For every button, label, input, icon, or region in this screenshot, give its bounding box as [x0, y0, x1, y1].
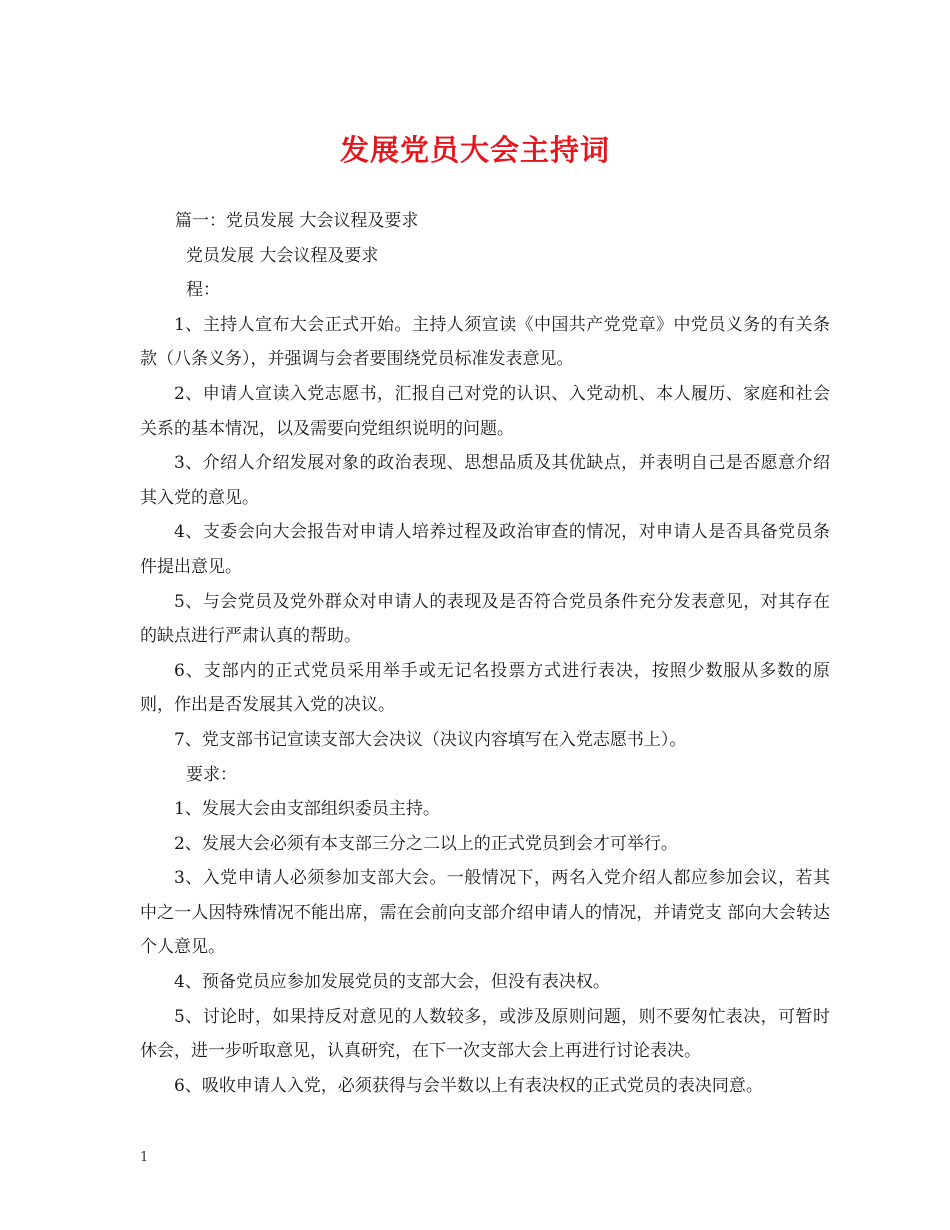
- procedure-label: 程：: [186, 280, 220, 301]
- procedure-item-1: 1、主持人宣布大会正式开始。主持人须宣读《中国共产党党章》中党员义务的有关条款（八条义务），并强调与会者要围绕党员标准发表意见。: [140, 314, 830, 370]
- procedure-item-4: 4、支委会向大会报告对申请人培养过程及政治审查的情况，对申请人是否具备党员条件提出意见。: [140, 522, 830, 577]
- requirement-item-6: 6、吸收申请人入党，必须获得与会半数以上有表决权的正式党员的表决同意。: [174, 1075, 763, 1096]
- requirement-item-1: 1、发展大会由支部组织委员主持。: [174, 799, 440, 820]
- section-heading: 篇一：党员发展 大会议程及要求: [175, 211, 419, 231]
- procedure-item-5: 5、与会党员及党外群众对申请人的表现及是否符合党员条件充分发表意见，对其存在的缺点进行严肃认真的帮助。: [140, 591, 830, 647]
- requirement-item-2: 2、发展大会必须有本支部三分之二以上的正式党员到会才可举行。: [174, 833, 678, 854]
- requirement-item-5: 5、讨论时，如果持反对意见的人数较多，或涉及原则问题，则不要匆忙表决，可暂时休会，进一步听取意见，认真研究，在下一次支部大会上再进行讨论表决。: [140, 1006, 830, 1062]
- document-body: [140, 204, 830, 1103]
- page-number: 1: [140, 1150, 149, 1165]
- procedure-item-3: 3、介绍人介绍发展对象的政治表现、思想品质及其优缺点，并表明自己是否愿意介绍其入党的意见。: [140, 453, 830, 508]
- procedure-item-6: 6、支部内的正式党员采用举手或无记名投票方式进行表决，按照少数服从多数的原则，作出是否发展其入党的决议。: [140, 660, 830, 716]
- requirements-label: 要求：: [186, 764, 237, 785]
- procedure-item-2: 2、申请人宣读入党志愿书，汇报自己对党的认识、入党动机、本人履历、家庭和社会关系的基本情况，以及需要向党组织说明的问题。: [140, 383, 830, 439]
- procedure-item-7: 7、党支部书记宣读支部大会决议（决议内容填写在入党志愿书上）。: [174, 729, 687, 750]
- requirement-item-3: 3、入党申请人必须参加支部大会。一般情况下，两名入党介绍人都应参加会议，若其中之一人因特殊情况不能出席，需在会前向支部介绍申请人的情况，并请党支 部向大会转达个人意见。: [140, 868, 830, 958]
- document-title: 发展党员大会主持词: [339, 133, 610, 167]
- subheading: 党员发展 大会议程及要求: [186, 245, 379, 266]
- requirement-item-4: 4、预备党员应参加发展党员的支部大会，但没有表决权。: [174, 972, 610, 993]
